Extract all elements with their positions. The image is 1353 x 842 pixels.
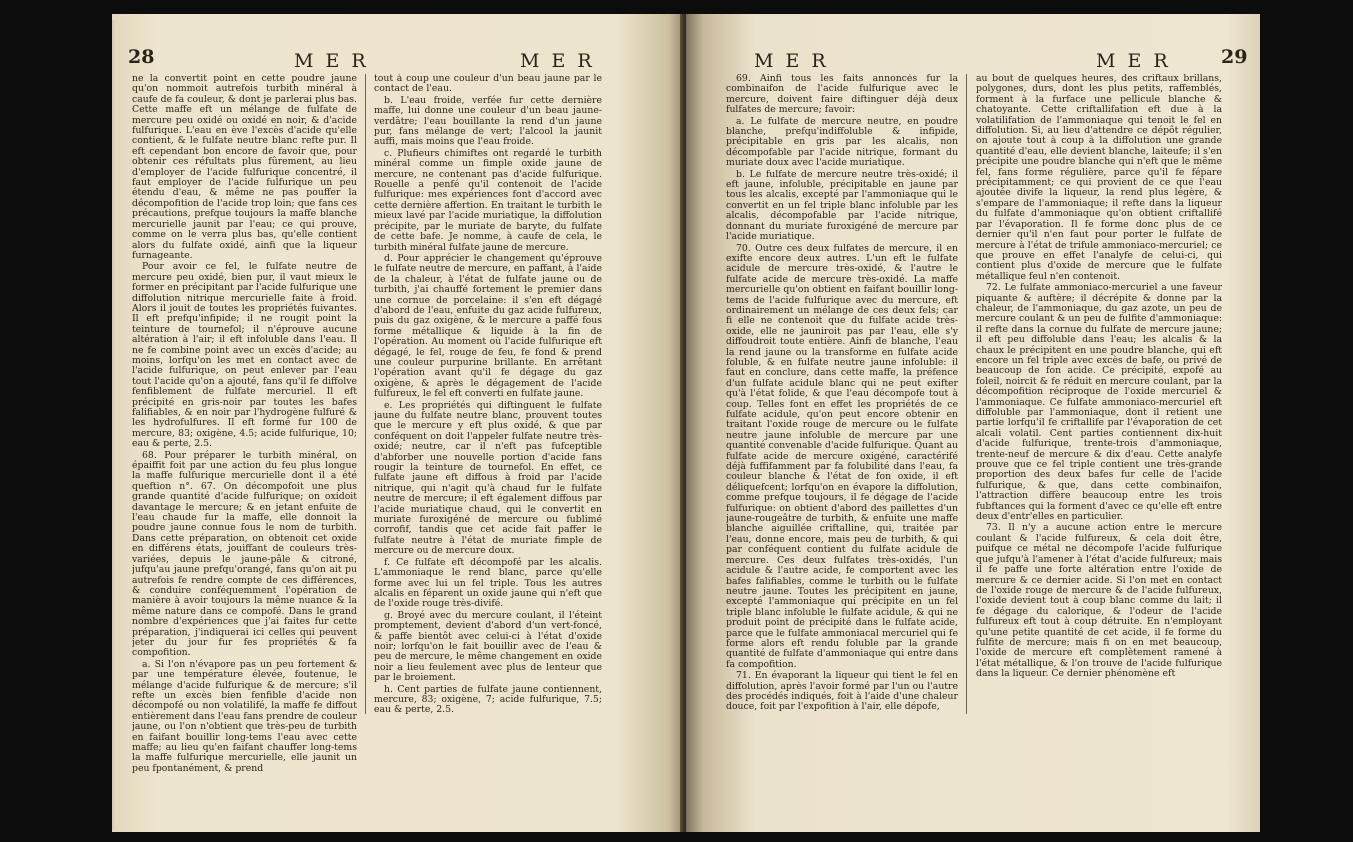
column-left [726, 74, 958, 819]
running-head-right: M E R [520, 50, 595, 72]
paragraph: a. Si l'on n'évapore pas un peu fortement & par une température élevée, foutenue, le mélange d'acide fulfurique & de mercure; s'il refte un excès bien fenfible d'acide non décompofé ou non volatilifé, la maffe fe diffout entièrement dans l'eau fans prendre de couleur jaune, ou l'on n'obtient que très-peu de turbith en faifant bouillir long-tems l'eau avec cette maffe; au lieu qu'en faifant chauffer long-tems la maffe fulfurique mercurielle, elle jaunit un peu fpontanément, & prend [132, 658, 357, 774]
paragraph: b. Le fulfate de mercure neutre très-oxidé; il eft jaune, infoluble, précipitable en jaune par tous les alcalis, excepté par l'ammoniaque qui le convertit en un fel triple blanc infoluble par les alcalis, décompofable par l'acide nitrique, donnant du muriate furoxigéné de mercure par l'acide muriatique. [726, 168, 958, 243]
right-page [686, 14, 1260, 832]
column-left [132, 74, 357, 819]
running-head-right: M E R [1096, 50, 1171, 72]
paragraph: h. Cent parties de fulfate jaune contiennent, mercure, 83; oxigène, 7; acide fulfurique, 7.5; eau & perte, 2.5. [374, 683, 602, 716]
paragraph: a. Le fulfate de mercure neutre, en poudre blanche, prefqu'indiffoluble & infipide, précipitable en gris par les alcalis, non décompofable par l'acide nitrique, formant du muriate doux avec l'acide muriatique. [726, 115, 958, 169]
paragraph: 72. Le fulfate ammoniaco-mercuriel a une faveur piquante & auftère; il décrépite & donne par la chaleur, de l'ammoniaque, du gaz azote, un peu de mercure coulant & un peu de fulfite d'ammoniaque: il refte dans la cornue du fulfate de mercure jaune; il eft peu diffoluble dans l'eau; les alcalis & la chaux le précipitent en une poudre blanche, qui eft encore un fel triple avec excès de bafe, ou privé de beaucoup de fon acide. Ce précipité, expofé au foleil, noircit & fe réduit en mercure coulant, par la décompofition réciproque de l'oxide mercuriel & l'ammoniaque. Ce fulfate ammoniaco-mercuriel eft diffoluble par l'ammoniaque, dont il retient une partie lorfqu'il fe criftallife par l'évaporation de cet alcali volatil. Cent parties contiennent dix-huit d'acide fulfurique, trente-trois d'ammoniaque, trente-neuf de mercure & dix d'eau. Cette analyfe prouve que ce fel triple contient une très-grande proportion des deux bafes fur celle de l'acide fulfurique, & que, dans cette combinaifon, l'attraction diffère beaucoup entre les trois fubftances qui la forment d'avec ce qu'elle eft entre deux d'entr'elles en particulier. [976, 282, 1222, 523]
page-number: 28 [128, 46, 155, 68]
paragraph: Pour avoir ce fel, le fulfate neutre de mercure peu oxidé, bien pur, il vaut mieux le former en précipitant par l'acide fulfurique une diffolution nitrique mercurielle faite à froid. Alors il jouit de toutes les propriétés fuivantes. Il eft prefqu'infipide; il ne rougit point la teinture de tournefol; il n'éprouve aucune altération à l'air; il eft infoluble dans l'eau. Il ne fe combine point avec un excès d'acide; au moins, lorfqu'on les met en contact avec de l'acide fulfurique, on peut enlever par l'eau tout l'acide qu'on a ajouté, fans qu'il fe diffolve fenfiblement de fulfate mercuriel. Il eft précipité en gris-noir par toutes les bafes falifiables, & en noir par l'hydrogène fulfuré & les hydrofulfures. Il eft formé fur 100 de mercure, 83; oxigène, 4.5; acide fulfurique, 10; eau & perte, 2.5. [132, 261, 357, 450]
running-head-left: M E R [294, 50, 369, 72]
column-right [374, 74, 602, 819]
page-number: 29 [1221, 46, 1248, 68]
paragraph: 70. Outre ces deux fulfates de mercure, il en exifte encore deux autres. L'un eft le fulfate acidule de mercure très-oxidé, & l'autre le fulfate acide de mercure très-oxidé. La maffe mercurielle qu'on obtient en faifant bouillir long-tems de l'acide fulfurique avec du mercure, eft ordinairement un mélange de ces deux fels; car fi elle ne contenoit que du fulfate acide très-oxide, elle ne jauniroit pas par l'eau, elle s'y diffoudroit toute entière. Ainfi de blanche, l'eau la rend jaune ou la transforme en fulfate acide foluble, & en fulfate neutre jaune infoluble: il faut en conclure, dans cette maffe, la préfence d'un fulfate acidule blanc qui ne peut exifter qu'à l'état folide, & que l'eau décompofe tout à coup. Telles font en effet les propriétés de ce fulfate acidule, qu'on peut encore obtenir en traitant l'oxide rouge de mercure ou le fulfate neutre jaune infoluble de mercure par une quantité convenable d'acide fulfurique. Quant au fulfate acide de mercure oxigéné, caractérifé déjà fuffifamment par fa folubilité dans l'eau, fa couleur blanche & l'état de fon oxide, il eft déliquefcent; lorfqu'on en évapore la diffolution, comme prefque toujours, il fe dégage de l'acide fulfurique: on obtient d'abord des paillettes d'un jaune-rougeâtre de turbith, & enfuite une maffe blanche aiguillée criftalline, qui, traitée par l'eau, donne encore, mais peu de turbith, & qui par conféquent contient du fulfate acidule de mercure. Ces deux fulfates très-oxidés, l'un acidule & l'autre acide, fe comportent avec les bafes falifiables, comme le turbith ou le fulfate neutre jaune. Toutes les précipitent en jaune, excepté l'ammoniaque qui précipite en un fel triple blanc infoluble le fulfate acidule, & qui ne produit point de précipité dans le fulfate acide, parce que le fulfate ammoniacal mercuriel qui fe forme alors eft rendu foluble par la grande quantité de fulfate d'ammoniaque qui entre dans fa compofition. [726, 242, 958, 670]
paragraph: g. Broyé avec du mercure coulant, il l'éteint promptement, devient d'abord d'un vert-foncé, & paffe bientôt avec celui-ci à l'état d'oxide noir; lorfqu'on le fait bouillir avec de l'eau & peu de mercure, le même changement en oxide noir a lieu feulement avec plus de lenteur que par le broiement. [374, 609, 602, 684]
open-book [112, 14, 1260, 832]
column-rule [966, 74, 967, 714]
paragraph: ne la convertit point en cette poudre jaune qu'on nommoit autrefois turbith minéral à caufe de fa couleur, & dont je parlerai plus bas. Cette maffe eft un mélange de fulfate de mercure peu oxidé ou oxidé en noir, & d'acide fulfurique. L'eau en ève l'excès d'acide qu'elle contient, & le fulfate neutre blanc refte pur. Il eft cependant bon encore de favoir que, pour obtenir ces réfultats plus fûrement, au lieu d'employer de l'acide fulfurique concentré, il faut employer de l'acide fulfurique un peu étendu d'eau, & même ne pas pouffer la décompofition de l'acide trop loin; que fans ces précautions, prefque toujours la maffe blanche mercurielle jaunit par l'eau; ce qui prouve, comme on le verra plus bas, qu'elle contient alors du fulfate oxidé, ainfi que la liqueur furnageante. [132, 74, 357, 261]
paragraph: d. Pour apprécier le changement qu'éprouve le fulfate neutre de mercure, en paffant, à l'aide de la chaleur, à l'état de fulfate jaune ou de turbith, j'ai chauffé fortement le premier dans une cornue de porcelaine: il s'en eft dégagé d'abord de l'eau, enfuite du gaz acide fulfureux, puis du gaz oxigène, & le mercure a paffé fous forme métallique & liquide à la fin de l'opération. Au moment où l'acide fulfurique eft dégagé, le fel, rouge de feu, fe fond & prend une couleur purpurine brillante. En arrêtant l'opération avant qu'il fe dégage du gaz oxigène, & après le dégagement de l'acide fulfureux, le fel eft converti en fulfate jaune. [374, 252, 602, 400]
left-page [112, 14, 686, 832]
paragraph: e. Les propriétés qui diftinguent le fulfate jaune du fulfate neutre blanc, prouvent toutes que le mercure y eft plus oxidé, & que par conféquent on doit l'appeler fulfate neutre très-oxidé; neutre, car il n'eft pas fufceptible d'abforber une nouvelle portion d'acide fans rougir la teinture de tournefol. En effet, ce fulfate jaune eft diffous à froid par l'acide nitrique, qui n'agit qu'à chaud fur le fulfate neutre de mercure; il eft également diffous par l'acide muriatique chaud, qui le convertit en muriate furoxigéné de mercure ou fublimé corrofif, tandis que cet acide fait paffer le fulfate neutre à l'état de muriate fimple de mercure ou de mercure doux. [374, 399, 602, 557]
paragraph: 69. Ainfi tous les faits annoncés fur la combinaifon de l'acide fulfurique avec le mercure, doivent faire diftinguer déjà deux fulfates de mercure; favoir: [726, 74, 958, 116]
paragraph: b. L'eau froide, verfée fur cette dernière maffe, lui donne une couleur d'un beau jaune-verdâtre; l'eau bouillante la rend d'un jaune pur, fans mélange de vert; l'alcool la jaunit auffi, mais moins que l'eau froide. [374, 94, 602, 148]
paragraph: 71. En évaporant la liqueur qui tient le fel en diffolution, après l'avoir formé par l'un ou l'autre des procédés indiqués, foit à l'aide d'une chaleur douce, foit par l'expofition à l'air, elle dépofe, [726, 670, 958, 713]
page-edge [112, 20, 114, 830]
paragraph: 68. Pour préparer le turbith minéral, on épaiffit foit par une action du feu plus longue la maffe fulfurique mercurielle dont il a été queftion n°. 67. On décompofoit une plus grande quantité d'acide fulfurique; on oxidoit davantage le mercure; & en jetant enfuite de l'eau chaude fur la maffe, elle donnoit la poudre jaune connue fous le nom de turbith. Dans cette préparation, on obtenoit cet oxide en différens états, jouiffant de couleurs très-variées, depuis le jaune-pâle & citroné, jufqu'au jaune prefqu'orangé, fans qu'on ait pu autrefois fe rendre compte de ces différences, & conduire conféquemment l'opération de manière à avoir toujours la même nuance & la même nature dans ce compofé. Dans le grand nombre d'expériences que j'ai faites fur cette préparation, j'indiquerai ici celles qui peuvent jeter du jour fur fes propriétés & fa compofition. [132, 449, 357, 659]
column-right [976, 74, 1222, 819]
running-head-left: M E R [754, 50, 829, 72]
paragraph: au bout de quelques heures, des criftaux brillans, polygones, durs, dont les plus petits, raffemblés, forment à la furface une pellicule blanche & chatoyante. Cette criftallifation eft due à la volatilifation de l'ammoniaque qui tenoit le fel en diffolution. Si, au lieu d'attendre ce dépôt régulier, on ajoute tout à coup à la diffolution une grande quantité d'eau, elle devient blanche, laiteufe; il s'en précipite une poudre blanche qui n'eft que le même fel, fans forme régulière, parce qu'il fe fépare précipitamment; ce qui provient de ce que l'eau ajoutée divife la liqueur, la rend plus légère, & s'empare de l'ammoniaque; il refte dans la liqueur du fulfate d'ammoniaque qu'on obtient criftallifé par l'évaporation. Il fe forme donc plus de ce dernier qu'il n'en faut pour porter le fulfate de mercure à l'état de trifule ammoniaco-mercuriel; ce que prouve en effet l'analyfe de celui-ci, qui contient plus d'oxide de mercure que le fulfate métallique feul n'en contenoit. [976, 74, 1222, 282]
paragraph: f. Ce fulfate eft décompofé par les alcalis. L'ammoniaque le rend blanc, parce qu'elle forme avec lui un fel triple. Tous les autres alcalis en féparent un oxide jaune qui n'eft que de l'oxide rouge très-divifé. [374, 556, 602, 610]
paragraph: 73. Il n'y a aucune action entre le mercure coulant & l'acide fulfureux, & cela doit être, puifque ce métal ne décompofe l'acide fulfurique que jufqu'à l'amener à l'état d'acide fulfureux; mais il fe paffe une forte altération entre l'oxide de mercure & ce dernier acide. Si l'on met en contact de l'oxide rouge de mercure & de l'acide fulfureux, l'oxide devient tout à coup blanc comme du lait; il fe dégage du calorique, & l'odeur de l'acide fulfureux eft tout à coup détruite. En n'employant qu'une petite quantité de cet acide, il fe forme du fulfite de mercure; mais fi on en met beaucoup, l'oxide de mercure eft complètement ramené à l'état métallique, & l'on trouve de l'acide fulfurique dans la liqueur. Ce dernier phénomène eft [976, 522, 1222, 680]
paragraph: c. Plufieurs chimiftes ont regardé le turbith minéral comme un fimple oxide jaune de mercure, ne contenant pas d'acide fulfurique. Rouelle a penfé qu'il contenoit de l'acide fulfurique: mes expériences font d'accord avec cette dernière affertion. En traitant le turbith le mieux lavé par l'acide muriatique, la diffolution précipite, par le muriate de baryte, du fulfate de cette bafe. Je nomme, à caufe de cela, le turbith minéral fulfate jaune de mercure. [374, 147, 602, 253]
paragraph: tout à coup une couleur d'un beau jaune par le contact de l'eau. [374, 74, 602, 95]
column-rule [365, 74, 366, 714]
